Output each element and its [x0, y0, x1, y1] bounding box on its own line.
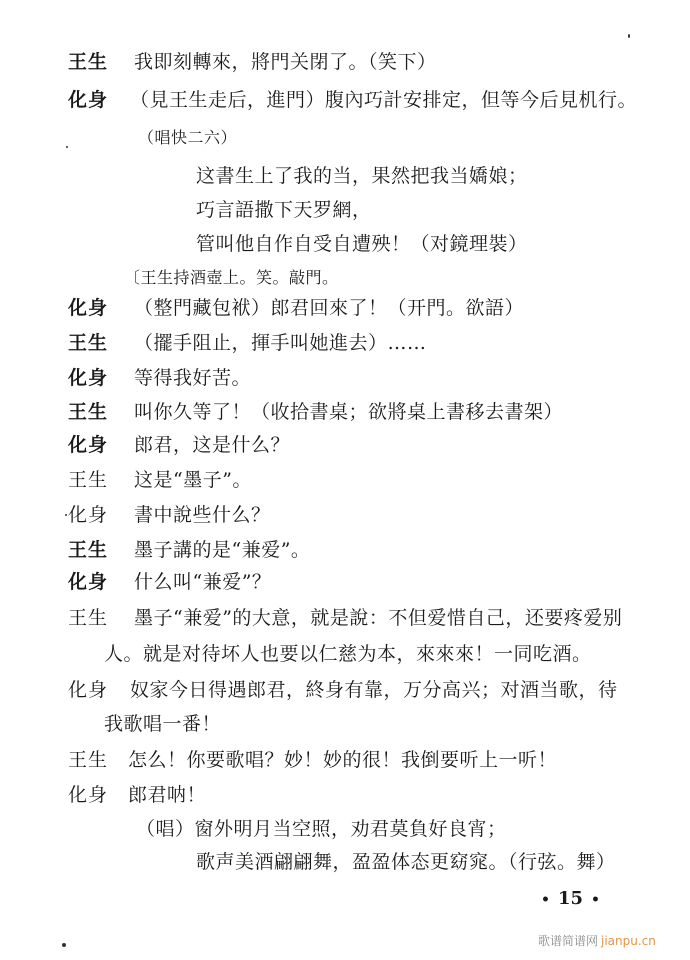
song-verse: 巧言語撒下天罗網， — [196, 199, 372, 221]
speech-continuation: 人。就是对待坏人也要以仁慈为本，來來來！一同吃酒。 — [104, 643, 592, 665]
speech-text: 奴家今日得遇郎君，終身有靠，万分高兴；对酒当歌，待 — [130, 679, 618, 701]
song-verse: 这書生上了我的当，果然把我当嬌娘； — [196, 165, 528, 187]
speaker-label: 王生 — [68, 539, 109, 561]
speech-text: 郎君，这是什么？ — [134, 434, 291, 456]
speech-text: 等得我好苦。 — [134, 367, 252, 389]
speech-text: 这是“墨子”。 — [134, 469, 252, 491]
page-number-value: 15 — [557, 888, 584, 909]
speaker-label: 化身 — [68, 504, 109, 526]
stage-direction: （唱快二六） — [138, 128, 238, 147]
speech-text: （擺手阻止，揮手叫她進去）…… — [134, 332, 427, 354]
speech-text: 郎君呐！ — [128, 784, 207, 806]
page-number-dot-left: • — [541, 892, 550, 908]
watermark-domain: jianpu.cn — [601, 934, 656, 948]
scan-speck — [62, 943, 66, 947]
song-verse: （唱）窗外明月当空照，劝君莫負好良宵； — [136, 818, 507, 840]
speech-text: 墨子講的是“兼爱”。 — [134, 539, 311, 561]
speaker-label: 王生 — [68, 469, 109, 491]
speech-text: 怎么！你要歌唱？妙！妙的很！我倒要听上一听！ — [128, 749, 558, 771]
scan-speck — [66, 146, 68, 148]
speaker-label: 化身 — [68, 679, 109, 701]
speaker-label: 化身 — [68, 434, 109, 456]
speaker-label: 王生 — [68, 51, 109, 73]
speaker-label: 化身 — [68, 571, 109, 593]
speech-text: 書中說些什么？ — [134, 504, 271, 526]
speaker-label: 化身 — [68, 367, 109, 389]
speaker-label: 王生 — [68, 749, 109, 771]
speaker-label: 化身 — [68, 89, 109, 111]
scan-speck — [65, 514, 67, 516]
speech-text: 墨子“兼爱”的大意，就是說：不但爱惜自己，还要疼爱别 — [134, 607, 623, 629]
scan-speck — [628, 34, 630, 38]
speech-text: 我即刻轉來，將門关閉了。（笑下） — [134, 51, 437, 73]
song-verse: 管叫他自作自受自遭殃！（对鏡理裝） — [196, 233, 528, 255]
speech-text: （整門藏包袱）郎君回來了！（开門。欲語） — [134, 297, 525, 319]
speaker-label: 化身 — [68, 297, 109, 319]
speaker-label: 王生 — [68, 607, 109, 629]
speaker-label: 王生 — [68, 332, 109, 354]
page-number-dot-right: • — [591, 892, 600, 908]
speaker-label: 化身 — [68, 784, 109, 806]
page-number — [533, 888, 608, 909]
song-verse: 歌声美酒翩翩舞，盈盈体态更窈窕。（行弦。舞） — [196, 851, 616, 873]
speech-text: （見王生走后，進門）腹內巧計安排定，但等今后見机行。 — [130, 89, 638, 111]
speaker-label: 王生 — [68, 401, 109, 423]
speech-text: 什么叫“兼爱”？ — [134, 571, 272, 593]
speech-continuation: 我歌唱一番！ — [104, 713, 222, 735]
watermark-text: 歌谱简谱网 — [538, 934, 599, 948]
stage-direction: 〔王生持酒壺上。笑。敲門。 — [124, 268, 339, 287]
speech-text: 叫你久等了！（收拾書桌；欲將桌上書移去書架） — [134, 401, 564, 423]
watermark — [538, 932, 656, 949]
